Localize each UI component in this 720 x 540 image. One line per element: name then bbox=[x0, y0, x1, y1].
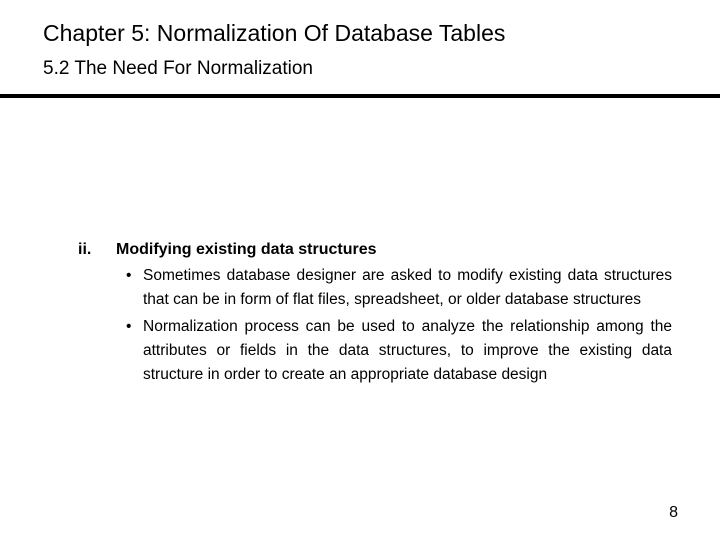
bullet-item bbox=[78, 264, 678, 312]
bullet-icon: • bbox=[126, 267, 132, 284]
point-heading bbox=[78, 239, 678, 261]
bullet-text: Normalization process can be used to analyze the relationship among the attributes or fields in the data structures, to improve the existing data structure in order to create an appropriate database design bbox=[143, 318, 672, 383]
page-number: 8 bbox=[669, 504, 678, 521]
bullet-list bbox=[78, 264, 678, 387]
bullet-icon: • bbox=[126, 318, 132, 335]
slide-title: Chapter 5: Normalization Of Database Tables bbox=[43, 20, 506, 46]
header-divider bbox=[0, 94, 720, 98]
bullet-text: Sometimes database designer are asked to modify existing data structures that can be in form of flat files, spreadsheet, or older database structures bbox=[143, 267, 672, 308]
slide-content bbox=[78, 239, 678, 390]
bullet-item bbox=[78, 315, 678, 387]
point-heading-text: Modifying existing data structures bbox=[116, 241, 377, 258]
point-marker: ii. bbox=[78, 241, 92, 258]
slide-subtitle: 5.2 The Need For Normalization bbox=[43, 58, 313, 79]
